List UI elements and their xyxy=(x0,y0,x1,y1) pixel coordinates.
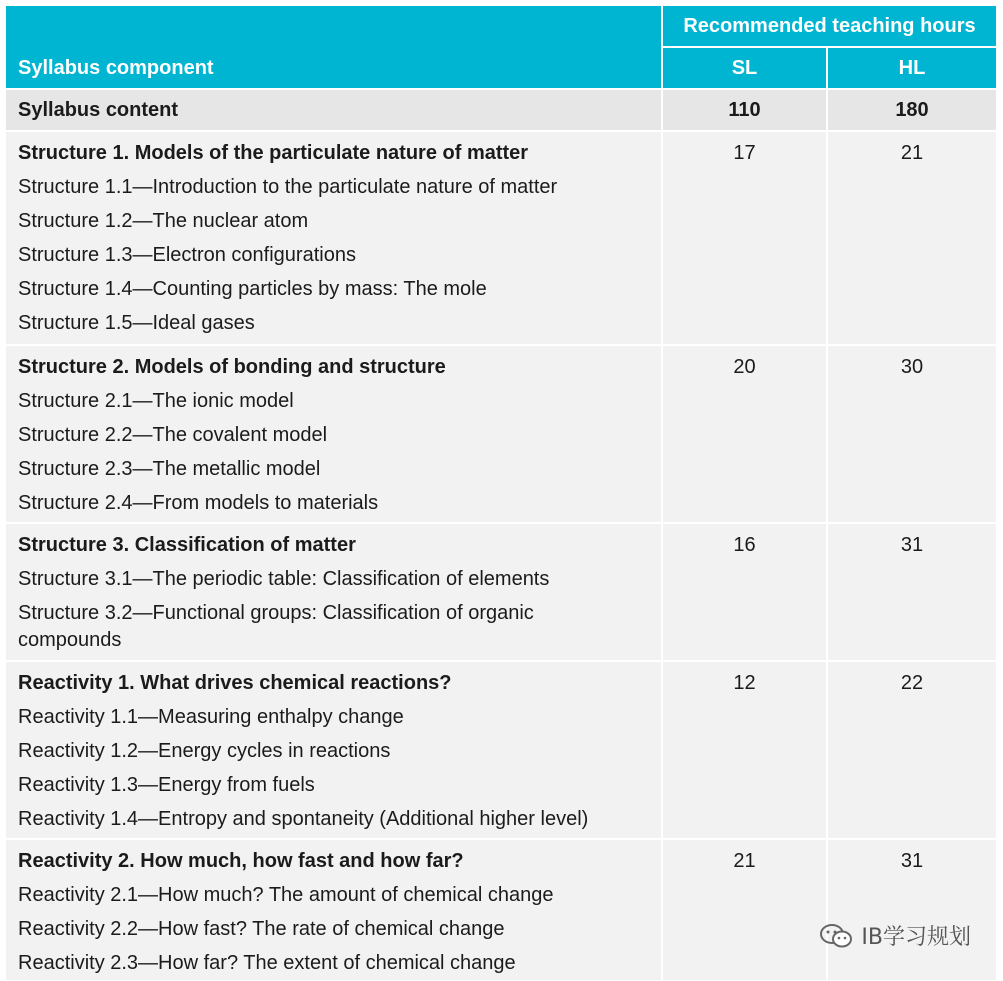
table-row xyxy=(6,522,996,660)
subtopic-item: Reactivity 1.4—Entropy and spontaneity (Additional higher level) xyxy=(18,808,589,830)
sl-hours: 12 xyxy=(733,672,756,694)
component-title: Structure 1. Models of the particulate nature of matter xyxy=(18,142,529,164)
component-cell xyxy=(6,840,661,980)
watermark-text: IB学习规划 xyxy=(861,925,971,950)
component-cell xyxy=(6,132,661,340)
header-component-cell xyxy=(6,6,661,88)
hl-hours: 22 xyxy=(900,672,924,694)
component-title: Structure 2. Models of bonding and structure xyxy=(18,356,446,378)
component-cell xyxy=(6,346,661,520)
hl-hours: 30 xyxy=(900,356,924,378)
table-row xyxy=(6,660,996,838)
subtopic-item: Reactivity 2.1—How much? The amount of chemical change xyxy=(18,884,554,906)
hl-hours: 21 xyxy=(900,142,924,164)
subtopic-item: Reactivity 2.2—How fast? The rate of chemical change xyxy=(18,918,505,940)
table-header xyxy=(6,6,996,88)
watermark xyxy=(819,920,971,951)
sl-hours: 16 xyxy=(733,534,756,556)
wechat-icon xyxy=(819,923,853,949)
header-hl-label: HL xyxy=(898,57,926,79)
subtopic-item: Reactivity 1.2—Energy cycles in reactions xyxy=(18,740,391,762)
subtopic-item: Reactivity 2.3—How far? The extent of chemical change xyxy=(18,952,516,974)
table-row xyxy=(6,344,996,522)
hl-hours: 31 xyxy=(900,850,924,872)
sl-hours: 20 xyxy=(733,356,756,378)
content-sl-hours: 110 xyxy=(728,99,761,121)
subtopic-item: Structure 3.2—Functional groups: Classification of organic compounds xyxy=(18,602,534,651)
subtopic-item: Reactivity 1.3—Energy from fuels xyxy=(18,774,315,796)
content-hl-hours: 180 xyxy=(895,99,929,121)
header-sl-label: SL xyxy=(731,57,758,79)
hl-hours: 31 xyxy=(900,534,924,556)
subtopic-item: Structure 1.4—Counting particles by mass: The mole xyxy=(18,278,487,300)
syllabus-table xyxy=(6,6,996,980)
subtopic-item: Structure 1.5—Ideal gases xyxy=(18,312,255,334)
component-title: Structure 3. Classification of matter xyxy=(18,534,356,556)
component-title: Reactivity 2. How much, how fast and how far? xyxy=(18,850,464,872)
subtopic-item: Structure 1.3—Electron configurations xyxy=(18,244,356,266)
table-row xyxy=(6,838,996,980)
table-row xyxy=(6,130,996,344)
component-title: Reactivity 1. What drives chemical reactions? xyxy=(18,672,452,694)
header-component-label: Syllabus component xyxy=(18,57,214,79)
component-cell xyxy=(6,524,661,654)
subtopic-item: Structure 2.3—The metallic model xyxy=(18,458,321,480)
subtopic-item: Reactivity 1.1—Measuring enthalpy change xyxy=(18,706,404,728)
component-cell xyxy=(6,662,661,836)
content-label: Syllabus content xyxy=(18,99,179,121)
header-hours-cell xyxy=(663,6,996,88)
subtopic-item: Structure 2.4—From models to materials xyxy=(18,492,379,514)
subtopic-item: Structure 1.2—The nuclear atom xyxy=(18,210,309,232)
sl-hours: 17 xyxy=(733,142,756,164)
subtopic-item: Structure 2.2—The covalent model xyxy=(18,424,328,446)
sl-hours: 21 xyxy=(733,850,756,872)
subtopic-item: Structure 2.1—The ionic model xyxy=(18,390,294,412)
header-hours-label: Recommended teaching hours xyxy=(663,6,996,48)
subtopic-item: Structure 3.1—The periodic table: Classification of elements xyxy=(18,568,550,590)
syllabus-content-row xyxy=(6,88,996,130)
subtopic-item: Structure 1.1—Introduction to the particulate nature of matter xyxy=(18,176,558,198)
